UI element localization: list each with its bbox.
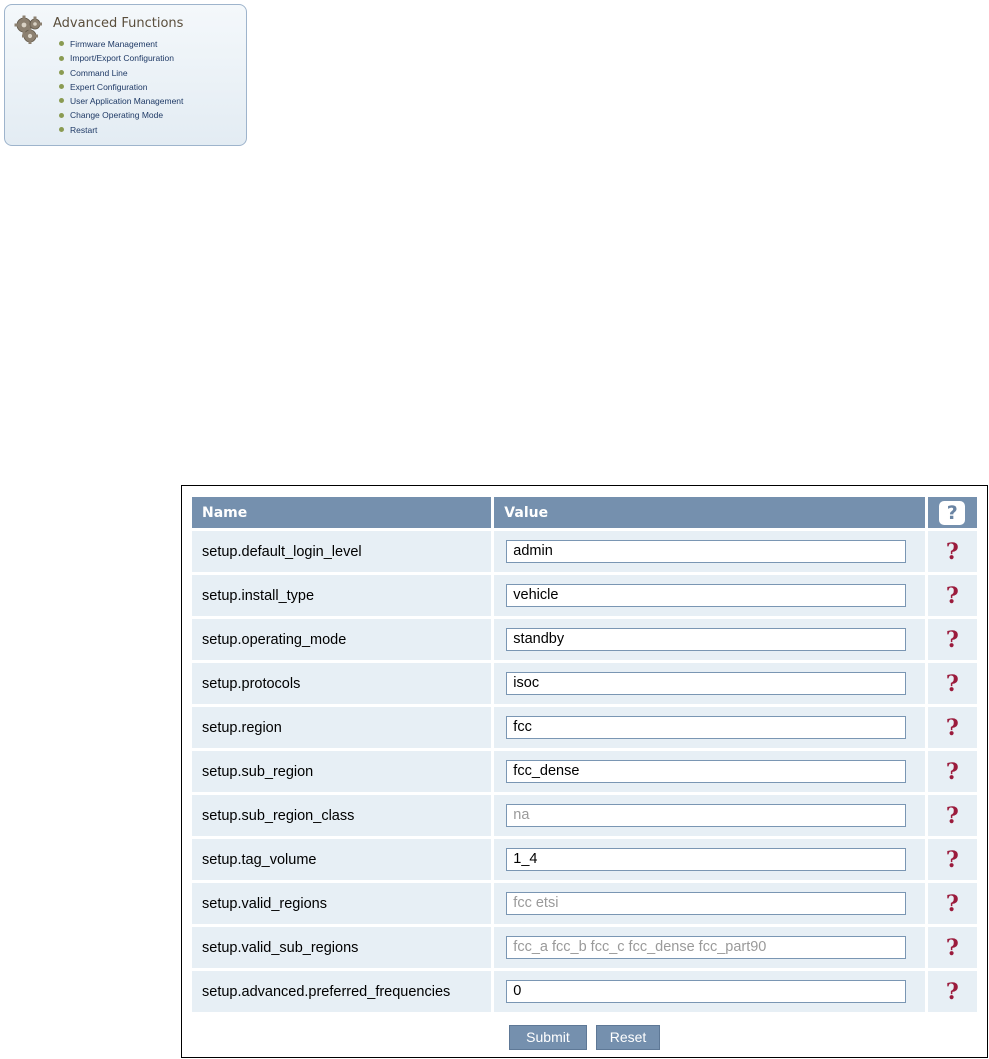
question-mark-icon[interactable]: ? xyxy=(945,582,959,609)
setting-help-cell xyxy=(928,575,977,616)
menu-item-label[interactable]: Command Line xyxy=(70,67,128,78)
bullet-icon xyxy=(59,70,64,75)
menu-item-label[interactable]: Change Operating Mode xyxy=(70,110,164,121)
setting-help-cell xyxy=(928,707,977,748)
help-icon[interactable]: ? xyxy=(939,501,965,525)
setting-help-cell xyxy=(928,751,977,792)
table-header-row xyxy=(192,497,977,528)
setting-value-input[interactable]: 1_4 xyxy=(506,848,906,871)
gears-icon xyxy=(13,13,45,45)
setting-value-input: fcc_a fcc_b fcc_c fcc_dense fcc_part90 xyxy=(506,936,906,959)
table-row xyxy=(192,663,977,704)
question-mark-icon[interactable]: ? xyxy=(945,670,959,697)
menu-firmware-management[interactable] xyxy=(59,37,183,51)
bullet-icon xyxy=(59,41,64,46)
table-row xyxy=(192,751,977,792)
setting-help-cell xyxy=(928,795,977,836)
setting-help-cell xyxy=(928,531,977,572)
setting-help-cell xyxy=(928,663,977,704)
menu-change-operating-mode[interactable] xyxy=(59,108,183,122)
column-header-help[interactable] xyxy=(928,497,977,528)
menu-item-label[interactable]: Firmware Management xyxy=(70,39,158,49)
setting-value-input[interactable]: isoc xyxy=(506,672,906,695)
question-mark-icon[interactable]: ? xyxy=(945,758,959,785)
table-row xyxy=(192,575,977,616)
form-buttons xyxy=(182,1025,987,1050)
setting-value-input[interactable]: admin xyxy=(506,540,906,563)
submit-button[interactable]: Submit xyxy=(509,1025,587,1050)
setting-value-cell xyxy=(494,751,924,792)
table-row xyxy=(192,927,977,968)
bullet-icon xyxy=(59,127,64,132)
table-row xyxy=(192,531,977,572)
setting-value-cell xyxy=(494,707,924,748)
setting-name: setup.region xyxy=(192,707,491,748)
configuration-table xyxy=(189,494,980,1015)
question-mark-icon[interactable]: ? xyxy=(945,802,959,829)
setting-value-cell xyxy=(494,883,924,924)
setting-value-cell xyxy=(494,663,924,704)
table-row xyxy=(192,971,977,1012)
table-row xyxy=(192,619,977,660)
menu-item-label[interactable]: Import/Export Configuration xyxy=(70,53,174,64)
setting-help-cell xyxy=(928,927,977,968)
bullet-icon xyxy=(59,56,64,61)
question-mark-icon[interactable]: ? xyxy=(945,846,959,873)
table-row xyxy=(192,883,977,924)
setting-name: setup.default_login_level xyxy=(192,531,491,572)
setting-value-cell xyxy=(494,619,924,660)
table-row xyxy=(192,707,977,748)
setting-value-cell xyxy=(494,531,924,572)
setting-help-cell xyxy=(928,883,977,924)
menu-expert-configuration[interactable] xyxy=(59,80,183,94)
setting-name: setup.protocols xyxy=(192,663,491,704)
menu-item-label[interactable]: Restart xyxy=(70,124,98,135)
table-row xyxy=(192,795,977,836)
configuration-panel xyxy=(181,485,988,1058)
advanced-functions-panel xyxy=(4,4,247,146)
setting-value-cell xyxy=(494,971,924,1012)
setting-value-input[interactable]: 0 xyxy=(506,980,906,1003)
column-header-value: Value xyxy=(494,497,924,528)
setting-value-input[interactable]: fcc_dense xyxy=(506,760,906,783)
setting-value-input[interactable]: fcc xyxy=(506,716,906,739)
menu-command-line[interactable] xyxy=(59,66,183,80)
reset-button[interactable]: Reset xyxy=(596,1025,660,1050)
menu-import-export-configuration[interactable] xyxy=(59,51,183,65)
setting-value-cell xyxy=(494,795,924,836)
setting-help-cell xyxy=(928,971,977,1012)
question-mark-icon[interactable]: ? xyxy=(945,934,959,961)
setting-name: setup.sub_region_class xyxy=(192,795,491,836)
bullet-icon xyxy=(59,113,64,118)
bullet-icon xyxy=(59,84,64,89)
question-mark-icon[interactable]: ? xyxy=(945,978,959,1005)
table-row xyxy=(192,839,977,880)
menu-restart[interactable] xyxy=(59,123,183,137)
setting-name: setup.valid_sub_regions xyxy=(192,927,491,968)
setting-value-cell xyxy=(494,839,924,880)
setting-value-input[interactable]: vehicle xyxy=(506,584,906,607)
setting-value-input[interactable]: standby xyxy=(506,628,906,651)
menu-item-label[interactable]: User Application Management xyxy=(70,96,184,107)
setting-name: setup.advanced.preferred_frequencies xyxy=(192,971,491,1012)
question-mark-icon[interactable]: ? xyxy=(945,626,959,653)
setting-value-input: fcc etsi xyxy=(506,892,906,915)
menu-item-label[interactable]: Expert Configuration xyxy=(70,81,148,92)
setting-name: setup.operating_mode xyxy=(192,619,491,660)
setting-help-cell xyxy=(928,839,977,880)
setting-value-input: na xyxy=(506,804,906,827)
setting-value-cell xyxy=(494,927,924,968)
setting-name: setup.valid_regions xyxy=(192,883,491,924)
column-header-name: Name xyxy=(192,497,491,528)
advanced-functions-title: Advanced Functions xyxy=(53,16,184,31)
setting-name: setup.tag_volume xyxy=(192,839,491,880)
question-mark-icon[interactable]: ? xyxy=(945,538,959,565)
setting-name: setup.sub_region xyxy=(192,751,491,792)
bullet-icon xyxy=(59,98,64,103)
question-mark-icon[interactable]: ? xyxy=(945,714,959,741)
advanced-functions-menu xyxy=(59,37,183,137)
question-mark-icon[interactable]: ? xyxy=(945,890,959,917)
setting-value-cell xyxy=(494,575,924,616)
setting-help-cell xyxy=(928,619,977,660)
setting-name: setup.install_type xyxy=(192,575,491,616)
menu-user-application-management[interactable] xyxy=(59,94,183,108)
